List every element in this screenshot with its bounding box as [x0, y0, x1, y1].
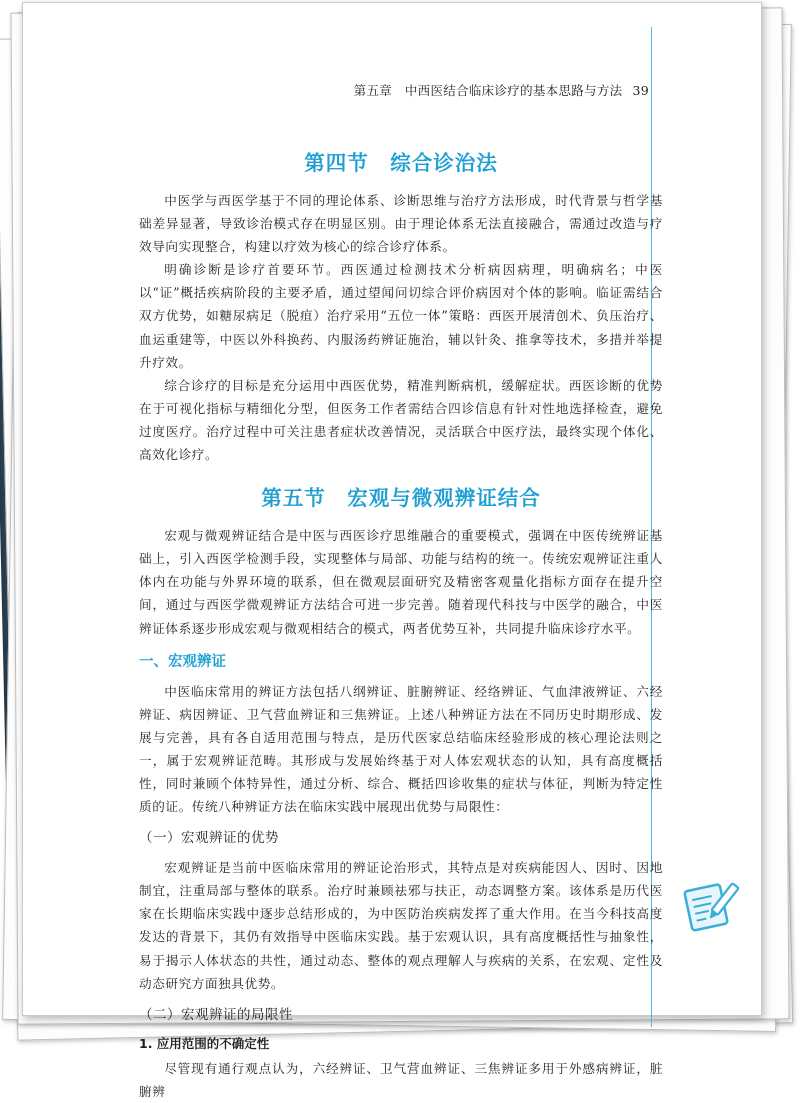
- section-4-paragraph-1: 中医学与西医学基于不同的理论体系、诊断思维与治疗方法形成，时代背景与哲学基础差异显著，导致诊治模式存在明显区别。由于理论体系无法直接融合，需通过改造与疗效导向实现整合，构建以疗效为核心的综合诊疗体系。: [139, 193, 663, 255]
- section-5-intro: 宏观与微观辨证结合是中医与西医诊疗思维融合的重要模式，强调在中医传统辨证基础上，引入西医学检测手段，实现整体与局部、功能与结构的统一。传统宏观辨证注重人体内在功能与外界环境的联系，但在微观层面研究及精密客观量化指标方面存在提升空间，通过与西医学微观辨证方法结合可进一步完善。随着现代科技与中医学的融合，中医辨证体系逐步形成宏观与微观相结合的模式，两者优势互补，共同提升临床诊疗水平。: [139, 528, 663, 636]
- subsection-macro-paragraph: 中医临床常用的辨证方法包括八纲辨证、脏腑辨证、经络辨证、气血津液辨证、六经辨证、病因辨证、卫气营血辨证和三焦辨证。上述八种辨证方法在不同历史时期形成、发展与完善，具有各自适用范围与特点，是历代医家总结临床经验形成的核心理论法则之一，属于宏观辨证范畴。其形成与发展始终基于对人体宏观状态的认知，具有高度概括性，同时兼顾个体特异性，通过分析、综合、概括四诊收集的症状与体征，判断为特定性质的证。传统八种辨证方法在临床实践中展现出优势与局限性：: [139, 683, 663, 815]
- point-heading-uncertainty: 1. 应用范围的不确定性: [139, 1035, 270, 1051]
- item-heading-advantages: （一）宏观辨证的优势: [139, 830, 279, 847]
- document-page: [22, 2, 762, 1099]
- subsection-heading-macro: 一、宏观辨证: [139, 652, 226, 670]
- section-5-title: 第五节 宏观与微观辨证结合: [261, 486, 541, 511]
- item-heading-limitations: （二）宏观辨证的局限性: [139, 1006, 293, 1023]
- section-4-paragraph-2: 明确诊断是诊疗首要环节。西医通过检测技术分析病因病理，明确病名；中医以“证”概括疾病阶段的主要矛盾，通过望闻问切综合评价病因对个体的影响。临证需结合双方优势，如糖尿病足（脱疽）治疗采用“五位一体”策略：西医开展清创术、负压治疗、血运重建等，中医以外科换药、内服汤药辨证施治，辅以针灸、推拿等技术，多措并举提升疗效。: [139, 262, 663, 370]
- page-number: 39: [632, 83, 649, 98]
- notebook-pencil-icon: [678, 877, 740, 933]
- running-header: [354, 81, 649, 99]
- advantages-paragraph: 宏观辨证是当前中医临床常用的辨证论治形式，其特点是对疾病能因人、因时、因地制宜，注重局部与整体的联系。治疗时兼顾祛邪与扶正，动态调整方案。该体系是历代医家在长期临床实践中逐步总结形成的，为中医防治疾病发挥了重大作用。在当今科技高度发达的背景下，其仍有效指导中医临床实践。基于宏观认识，具有高度概括性与抽象性，易于揭示人体状态的共性，通过动态、整体的观点理解人与疾病的关系，在宏观、定性及动态研究方面独具优势。: [139, 860, 663, 991]
- chapter-title: 第五章 中西医结合临床诊疗的基本思路与方法: [353, 83, 623, 98]
- uncertainty-paragraph: 尽管现有通行观点认为，六经辨证、卫气营血辨证、三焦辨证多用于外感病辨证，脏腑辨: [139, 1060, 663, 1099]
- section-4-title: 第四节 综合诊治法: [304, 151, 498, 175]
- section-4-paragraph-3: 综合诊疗的目标是充分运用中西医优势，精准判断病机，缓解症状。西医诊断的优势在于可视化指标与精细化分型，但医务工作者需结合四诊信息有针对性地选择检查，避免过度医疗。治疗过程中可关注患者症状改善情况，灵活联合中医疗法，最终实现个体化、高效化诊疗。: [139, 377, 663, 463]
- page-content: [139, 143, 663, 1103]
